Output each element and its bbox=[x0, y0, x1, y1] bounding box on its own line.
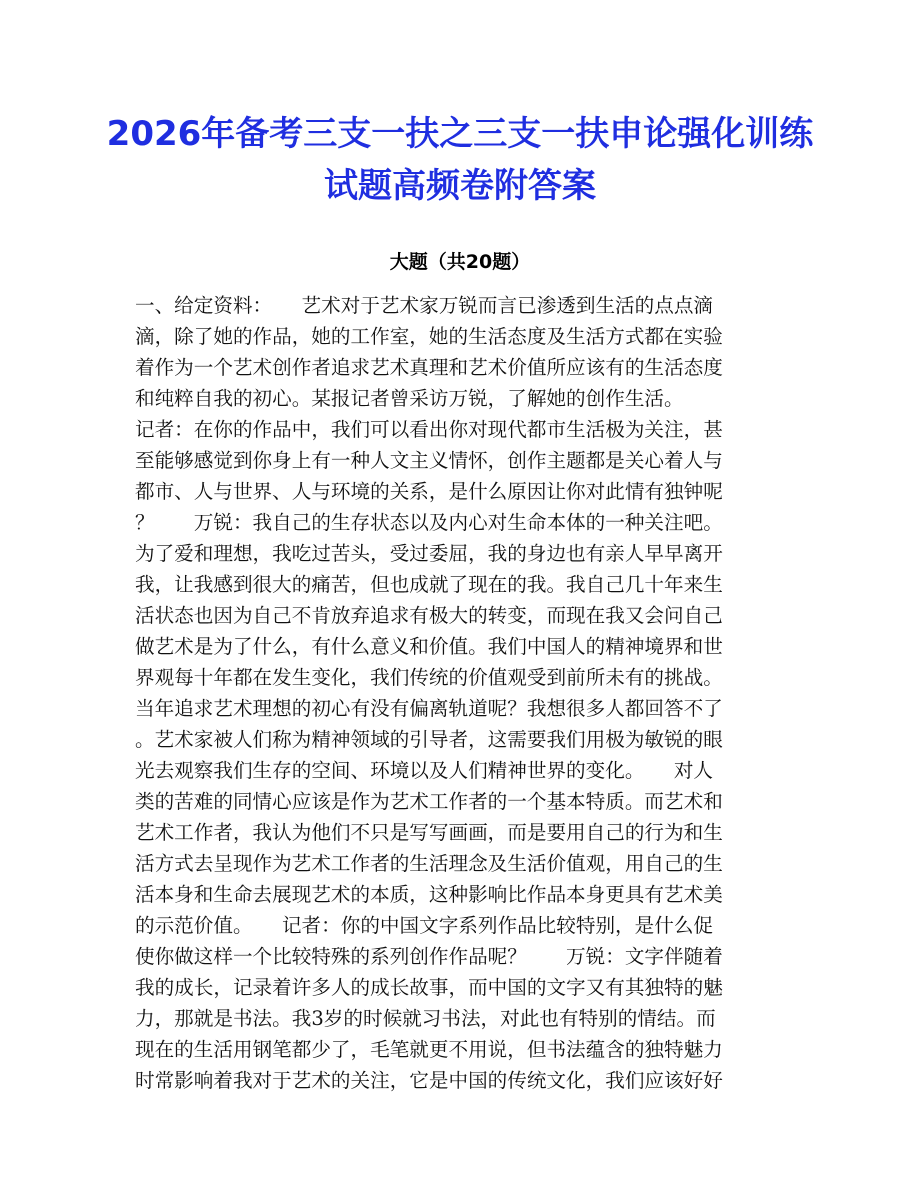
body-text-line: 时常影响着我对于艺术的关注，它是中国的传统文化，我们应该好好 bbox=[135, 1069, 723, 1092]
body-text-line: 活状态也因为自己不肯放弃追求有极大的转变，而现在我又会问自己 bbox=[135, 604, 723, 627]
body-text-line: 现在的生活用钢笔都少了，毛笔就更不用说，但书法蕴含的独特魅力 bbox=[135, 1038, 723, 1061]
body-text-line: 的示范价值。 记者：你的中国文字系列作品比较特别，是什么促 bbox=[135, 914, 714, 937]
body-text-line: 我的成长，记录着许多人的成长故事，而中国的文字又有其独特的魅 bbox=[135, 976, 723, 999]
body-text-line: 为了爱和理想，我吃过苦头，受过委屈，我的身边也有亲人早早离开 bbox=[135, 542, 723, 565]
section-heading: 大题（共20题） bbox=[389, 251, 531, 273]
body-text-line: 着作为一个艺术创作者追求艺术真理和艺术价值所应该有的生活态度 bbox=[135, 356, 723, 379]
body-text-line: 我，让我感到很大的痛苦，但也成就了现在的我。我自己几十年来生 bbox=[135, 573, 723, 596]
body-text-line: 活方式去呈现作为艺术工作者的生活理念及生活价值观，用自己的生 bbox=[135, 852, 723, 875]
body-text-line: ？ 万锐：我自己的生存状态以及内心对生命本体的一种关注吧。 bbox=[135, 511, 723, 534]
document-title: 2026年备考三支一扶之三支一扶申论强化训练试题高频卷附答案 bbox=[106, 114, 814, 206]
body-text-line: 一、给定资料： 艺术对于艺术家万锐而言已渗透到生活的点点滴 bbox=[135, 294, 714, 317]
body-text-line: 光去观察我们生存的空间、环境以及人们精神世界的变化。 对人 bbox=[135, 759, 714, 782]
body-text-line: 类的苦难的同情心应该是作为艺术工作者的一个基本特质。而艺术和 bbox=[135, 790, 723, 813]
body-text-line: 使你做这样一个比较特殊的系列创作作品呢？ 万锐：文字伴随着 bbox=[135, 945, 723, 968]
body-text bbox=[135, 290, 777, 1096]
body-text-line: 和纯粹自我的初心。某报记者曾采访万锐，了解她的创作生活。 bbox=[135, 387, 684, 410]
body-text-line: 至能够感觉到你身上有一种人文主义情怀，创作主题都是关心着人与 bbox=[135, 449, 723, 472]
body-text-line: 界观每十年都在发生变化，我们传统的价值观受到前所未有的挑战。 bbox=[135, 666, 723, 689]
body-text-line: 都市、人与世界、人与环境的关系，是什么原因让你对此情有独钟呢 bbox=[135, 480, 723, 503]
body-text-line: 。艺术家被人们称为精神领域的引导者，这需要我们用极为敏锐的眼 bbox=[135, 728, 723, 751]
body-text-line: 当年追求艺术理想的初心有没有偏离轨道呢？我想很多人都回答不了 bbox=[135, 697, 723, 720]
body-text-line: 活本身和生命去展现艺术的本质，这种影响比作品本身更具有艺术美 bbox=[135, 883, 723, 906]
body-text-line: 做艺术是为了什么，有什么意义和价值。我们中国人的精神境界和世 bbox=[135, 635, 723, 658]
body-text-line: 艺术工作者，我认为他们不只是写写画画，而是要用自己的行为和生 bbox=[135, 821, 723, 844]
body-text-line: 记者：在你的作品中，我们可以看出你对现代都市生活极为关注，甚 bbox=[135, 418, 723, 441]
body-text-line: 力，那就是书法。我3岁的时候就习书法，对此也有特别的情结。而 bbox=[135, 1007, 716, 1030]
body-text-line: 滴，除了她的作品，她的工作室，她的生活态度及生活方式都在实验 bbox=[135, 325, 723, 348]
